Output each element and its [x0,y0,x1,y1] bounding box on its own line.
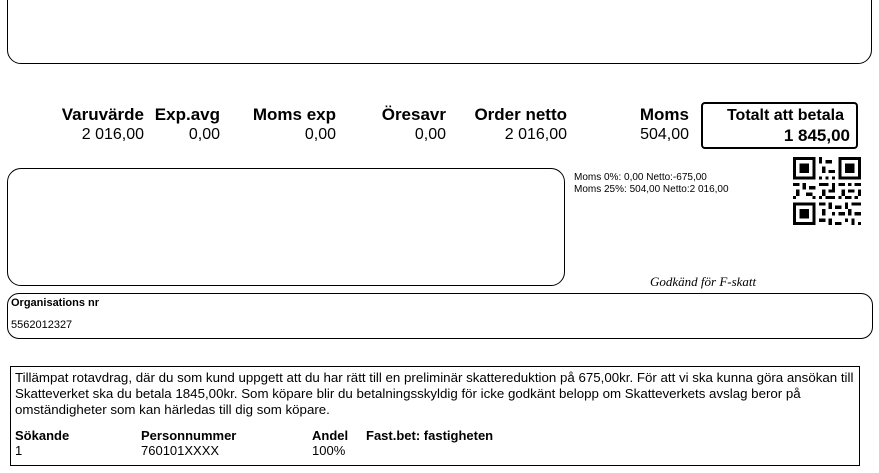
rot-deduction-box [10,366,860,466]
vat-line-25: Moms 25%: 504,00 Netto:2 016,00 [574,184,729,195]
summary-moms-exp: Moms exp 0,00 [252,105,336,143]
org-number-value: 5562012327 [11,319,73,331]
vat-line-0: Moms 0%: 0,00 Netto:-675,00 [574,172,707,183]
notes-frame [7,168,565,286]
total-label: Totalt att betala [726,107,844,124]
summary-order-netto: Order netto 2 016,00 [474,105,567,143]
header-sokande: Sökande [15,428,70,443]
f-skatt-approval: Godkänd för F-skatt [650,274,757,289]
total-value: 1 845,00 [783,126,850,145]
rot-deduction-text: Tillämpat rotavdrag, där du som kund uppgett att du har rätt till en preliminär skattereduktion på 675,00kr. För att vi ska kunna göra ansökan till Skatteverket ska du betala 1845,00kr. Som köpare blir du betalningsskyldig för icke godkänt belopp om Skatteverkets avslag beror på omständigheter som kan härledas till dig som köpare. [15,370,854,417]
summary-moms: Moms 504,00 [639,105,689,143]
top-frame [7,0,872,64]
summary-oresavr: Öresavr 0,00 [381,105,446,143]
row-sokande: 1 [15,443,23,458]
total-box [701,102,858,149]
header-fastighet: Fast.bet: fastigheten [366,428,494,443]
org-number-box [7,293,873,339]
summary-exp-avg: Exp.avg 0,00 [154,105,220,143]
header-personnummer: Personnummer [141,428,237,443]
row-personnummer: 760101XXXX [141,443,220,458]
header-andel: Andel [312,428,349,443]
qr-code-icon [793,157,861,225]
org-number-label: Organisations nr [11,297,100,309]
row-andel: 100% [312,443,346,458]
summary-varuvarde: Varuvärde 2 016,00 [61,105,144,143]
